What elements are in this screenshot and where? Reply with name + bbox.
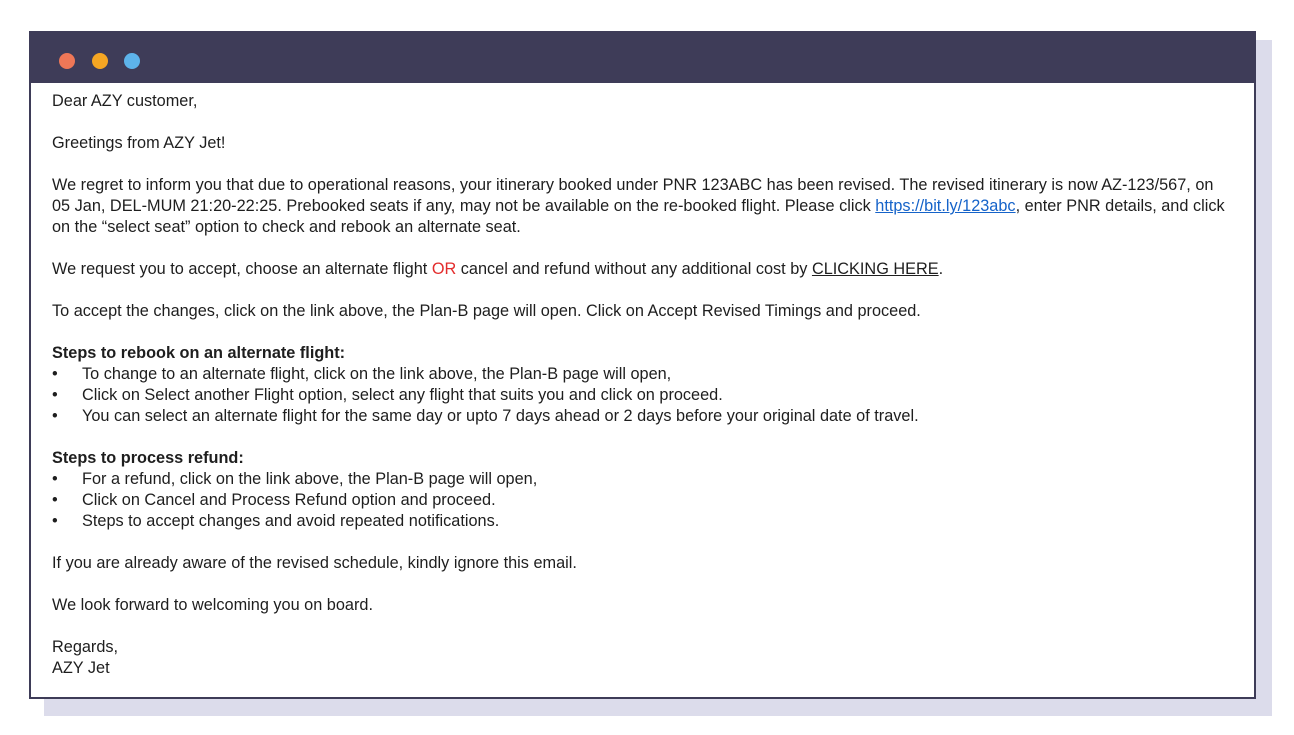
- clicking-here-link[interactable]: CLICKING HERE: [811, 260, 939, 278]
- accept-paragraph: To accept the changes, click on the link above, the Plan-B page will open. Click on Accept Revised Timings and proceed.: [52, 302, 921, 320]
- revision-text-start: We regret to inform you that due to operational reasons, your itinerary booked under PNR 123ABC has been revised. The revised itinerary is now AZ-123/567, on 05 Jan, DEL-MUM 21:20-22:25. Prebooked seats if any, may not be available on the re-booked flight. Please click: [52, 176, 1214, 215]
- window-titlebar: [31, 33, 1254, 83]
- refund-heading: Steps to process refund:: [52, 449, 244, 467]
- request-text-start: We request you to accept, choose an alternate flight: [52, 260, 432, 278]
- or-highlight: OR: [431, 260, 457, 278]
- pnr-link[interactable]: https://bit.ly/123abc: [875, 197, 1016, 215]
- signoff: Regards,: [52, 638, 119, 656]
- revision-paragraph: [52, 175, 1236, 238]
- request-paragraph: [52, 259, 1236, 280]
- maximize-window-dot[interactable]: [124, 53, 140, 69]
- list-item: • For a refund, click on the link above, the Plan-B page will open,: [52, 469, 1236, 490]
- greeting: Dear AZY customer,: [52, 92, 198, 110]
- email-window: [29, 31, 1256, 699]
- closing-line: We look forward to welcoming you on board.: [52, 596, 373, 614]
- intro: Greetings from AZY Jet!: [52, 134, 226, 152]
- refund-steps-list: [52, 469, 1236, 532]
- list-item: • You can select an alternate flight for the same day or upto 7 days ahead or 2 days before your original date of travel.: [52, 406, 1236, 427]
- request-text-end: .: [938, 260, 944, 278]
- list-item: • Steps to accept changes and avoid repeated notifications.: [52, 511, 1236, 532]
- list-item: • Click on Cancel and Process Refund option and proceed.: [52, 490, 1236, 511]
- rebook-heading: Steps to rebook on an alternate flight:: [52, 344, 346, 362]
- request-text-middle: cancel and refund without any additional cost by: [456, 260, 812, 278]
- revision-text-end: , enter PNR details, and click on the “select seat” option to check and rebook an alternate seat.: [52, 197, 1225, 236]
- rebook-steps-list: [52, 364, 1236, 427]
- list-item: • To change to an alternate flight, click on the link above, the Plan-B page will open,: [52, 364, 1236, 385]
- minimize-window-dot[interactable]: [92, 53, 108, 69]
- email-body: [52, 91, 1236, 679]
- close-window-dot[interactable]: [59, 53, 75, 69]
- list-item: • Click on Select another Flight option, select any flight that suits you and click on proceed.: [52, 385, 1236, 406]
- ignore-note: If you are already aware of the revised schedule, kindly ignore this email.: [52, 554, 577, 572]
- signature: AZY Jet: [52, 659, 110, 677]
